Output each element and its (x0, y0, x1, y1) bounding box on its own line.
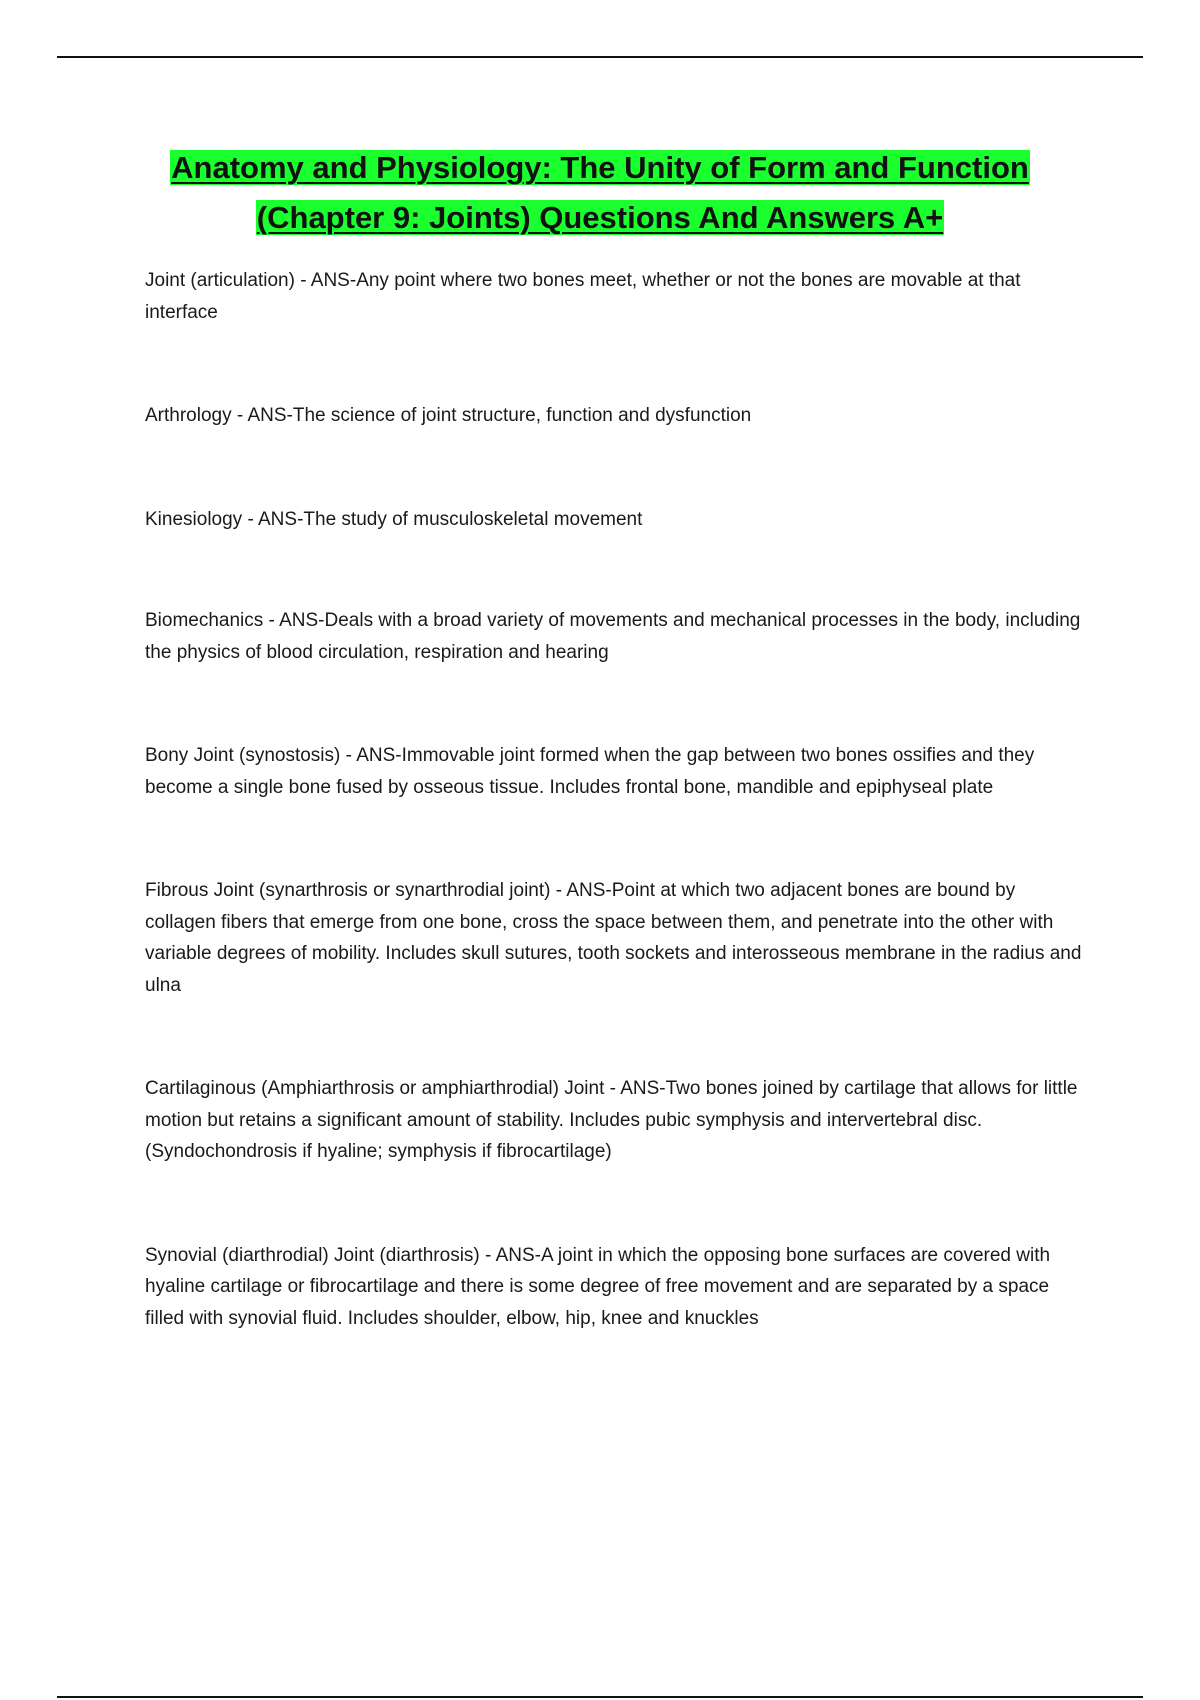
title-line-2: (Chapter 9: Joints) Questions And Answers A+ (256, 200, 944, 235)
header-rule (57, 56, 1143, 58)
qa-separator: - ANS- (242, 508, 304, 530)
qa-item (145, 265, 1090, 328)
qa-term: Fibrous Joint (synarthrosis or synarthrodial joint) (145, 880, 551, 901)
qa-answer: Immovable joint formed when the gap between two bones ossifies and they become a single bone fused by osseous tissue. Includes frontal bone, mandible and epiphyseal plate (145, 745, 1035, 798)
qa-answer: Point at which two adjacent bones are bound by collagen fibers that emerge from one bone, cross the space between them, and penetrate into the other with variable degrees of mobility. Includes skull sutures, tooth sockets and interosseous membrane in the radius and ulna (145, 880, 1082, 996)
qa-answer: The science of joint structure, function and dysfunction (292, 405, 752, 426)
qa-term: Arthrology (145, 405, 232, 426)
title-line-1: Anatomy and Physiology: The Unity of Form and Function (171, 150, 1029, 185)
qa-item (145, 504, 1090, 536)
footer-rule (57, 1696, 1143, 1698)
qa-item (145, 1073, 1090, 1168)
qa-term: Biomechanics (145, 610, 264, 631)
qa-item (145, 605, 1090, 668)
qa-item (145, 400, 1090, 432)
qa-separator: - ANS- (550, 880, 612, 901)
qa-separator: - ANS- (340, 745, 402, 766)
qa-term: Synovial (diarthrodial) Joint (diarthrosis) (145, 1244, 480, 1266)
qa-separator: - ANS- (294, 270, 357, 291)
qa-term: Joint (articulation) (145, 270, 295, 291)
qa-item (145, 875, 1090, 1001)
qa-answer: Deals with a broad variety of movements and mechanical processes in the body, including the physics of blood circulation, respiration and hearing (145, 610, 1081, 663)
qa-separator: - ANS- (479, 1244, 541, 1266)
qa-term: Kinesiology (145, 508, 243, 530)
qa-answer: Two bones joined by cartilage that allows for little motion but retains a significant amount of stability. Includes pubic symphysis and intervertebral disc. (Syndochondrosis if hyaline; symphysis if fibrocartilage) (145, 1078, 1078, 1162)
qa-answer: Any point where two bones meet, whether or not the bones are movable at that interface (145, 270, 1021, 323)
qa-term: Cartilaginous (Amphiarthrosis or amphiarthrodial) Joint (145, 1078, 605, 1099)
qa-list (145, 265, 1090, 1334)
qa-answer: The study of musculoskeletal movement (303, 508, 643, 530)
qa-separator: - ANS- (263, 610, 325, 631)
qa-separator: - ANS- (604, 1078, 666, 1099)
qa-separator: - ANS- (231, 405, 293, 426)
document-title (100, 143, 1100, 243)
qa-item (145, 1240, 1090, 1335)
qa-item (145, 740, 1090, 803)
qa-term: Bony Joint (synostosis) (145, 745, 341, 766)
qa-answer: A joint in which the opposing bone surfaces are covered with hyaline cartilage or fibrocartilage and there is some degree of free movement and are separated by a space filled with synovial fluid. Includes shoulder, elbow, hip, knee and knuckles (145, 1244, 1051, 1329)
